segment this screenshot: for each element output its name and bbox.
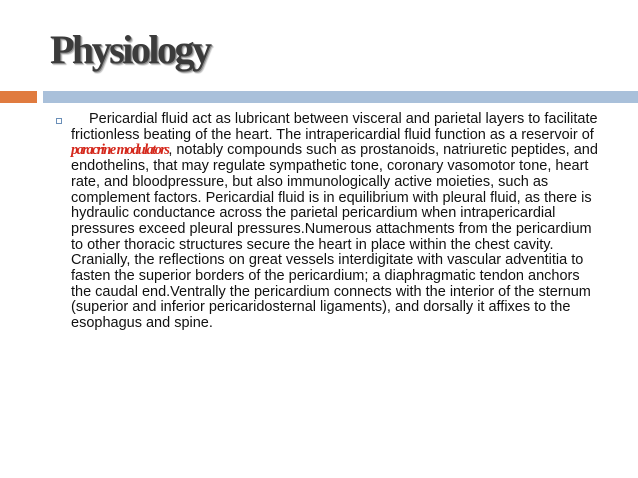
slide-title: Physiology: [50, 27, 210, 72]
title-accent-bar: [0, 91, 37, 103]
body-paragraph: [71, 112, 601, 332]
highlighted-term: paracrine modulators: [71, 142, 169, 159]
title-divider-bar: [43, 91, 638, 103]
paragraph-text-end: , notably compounds such as prostanoids, natriuretic peptides, and endothelins, that may regulate sympathetic tone, coronary vasomotor tone, heart rate, and bloodpressure, but also immunologically active moieties, such as complement factors. Pericardial fluid is in equilibrium with pleural fluid, as there is hydraulic conductance across the parietal pericardium when intrapericardial pressures exceed pleural pressures.Numerous attachments from the pericardium to other thoracic structures secure the heart in place within the chest cavity. Cranially, the reflections on great vessels interdigitate with vascular adventitia to fasten the superior borders of the pericardium; a diaphragmatic tendon anchors the caudal end.Ventrally the pericardium connects with the interior of the sternum (superior and inferior pericaridosternal ligaments), and dorsally it affixes to the esophagus and spine.: [71, 142, 598, 332]
paragraph-text-start: Pericardial fluid act as lubricant between visceral and parietal layers to facilitate frictionless beating of the heart. The intrapericardial fluid function as a reservoir of: [71, 111, 598, 143]
square-bullet-icon: [56, 118, 62, 124]
